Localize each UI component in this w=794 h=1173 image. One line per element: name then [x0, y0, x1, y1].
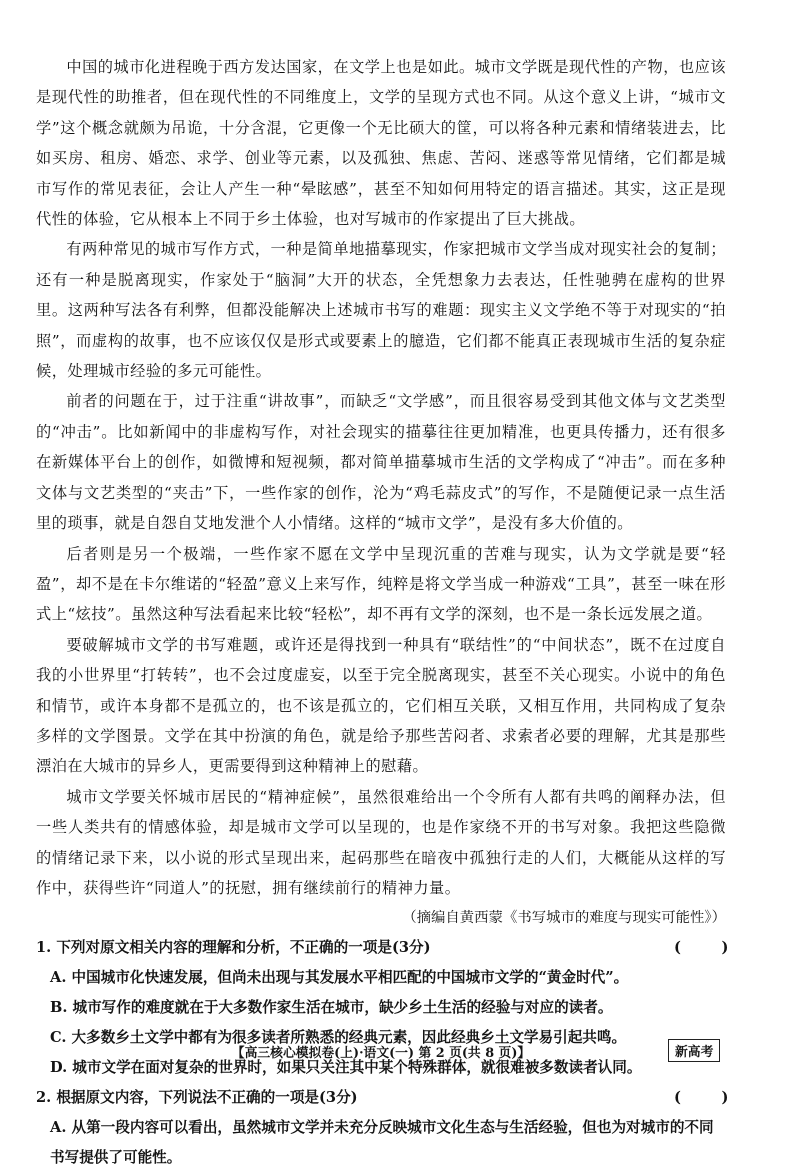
question-2: [36, 1083, 729, 1113]
option-c: C. 大多数乡土文学中都有为很多读者所熟悉的经典元素，因此经典乡土文学易引起共鸣。: [50, 1029, 627, 1047]
paragraph-4: 后者则是另一个极端，一些作家不愿在文学中呈现沉重的苦难与现实，认为文学就是要“轻盈”，却不是在卡尔维诺的“轻盈”意义上来写作，纯粹是将文学当成一种游戏“工具”，甚至一味在形式上“炫技”。虽然这种写法看起来比较“轻松”，却不再有文学的深刻，也不是一条长远发展之道。: [36, 544, 726, 624]
source-citation: （摘编自黄西蒙《书写城市的难度与现实可能性》）: [402, 910, 726, 927]
paragraph-2: 有两种常见的城市写作方式，一种是简单地描摹现实，作家把城市文学当成对现实社会的复制；还有一种是脱离现实，作家处于“脑洞”大开的状态，全凭想象力去表达，任性驰骋在虚构的世界里。这两种写法各有利弊，但都没能解决上述城市书写的难题：现实主义文学绝不等于对现实的“拍照”，而虚构的故事，也不应该仅仅是形式或要素上的臆造，它们都不能真正表现城市生活的复杂症候，处理城市经验的多元可能性。: [36, 240, 726, 381]
footer-text: 【高三核心模拟卷(上)·语文(一) 第 2 页(共 8 页)】: [231, 1046, 531, 1061]
answer-blank: ( ): [674, 939, 729, 957]
option-b: B. 城市写作的难度就在于大多数作家生活在城市，缺少乡土生活的经验与对应的读者。: [50, 999, 613, 1017]
answer-blank: ( ): [674, 1089, 729, 1107]
paragraph-3: 前者的问题在于，过于注重“讲故事”，而缺乏“文学感”，而且很容易受到其他文体与文艺类型的“冲击”。比如新闻中的非虚构写作，对社会现实的描摹往往更加精准，也更具传播力，还有很多在新媒体平台上的创作，如微博和短视频，都对简单描摹城市生活的文学构成了“冲击”。而在多种文体与文艺类型的“夹击”下，一些作家的创作，沦为“鸡毛蒜皮式”的写作，不是随便记录一点生活里的琐事，就是自怨自艾地发泄个人小情绪。这样的“城市文学”，是没有多大价值的。: [36, 392, 726, 533]
option-a: A. 从第一段内容可以看出，虽然城市文学并未充分反映城市文化生态与生活经验，但也为对城市的不同书写提供了可能性。: [50, 1119, 714, 1167]
exam-type-badge: 新高考: [668, 1039, 720, 1062]
option-d: D. 城市文学在面对复杂的世界时，如果只关注其中某个特殊群体，就很难被多数读者认同。: [50, 1059, 642, 1077]
paragraph-6: 城市文学要关怀城市居民的“精神症候”，虽然很难给出一个令所有人都有共鸣的阐释办法，但一些人类共有的情感体验，却是城市文学可以呈现的，也是作家绕不开的书写对象。我把这些隐微的情绪记录下来，以小说的形式呈现出来，起码那些在暗夜中孤独行走的人们，大概能从这样的写作中，获得些许“同道人”的抚慰，拥有继续前行的精神力量。: [36, 787, 726, 897]
page-footer: [36, 1042, 726, 1061]
document-page: [36, 52, 729, 1173]
question-1: [36, 933, 729, 963]
question-2-stem: 2. 根据原文内容，下列说法不正确的一项是(3分): [36, 1089, 358, 1107]
paragraph-5: 要破解城市文学的书写难题，或许还是得找到一种具有“联结性”的“中间状态”，既不在过度自我的小世界里“打转转”，也不会过度虚妄，以至于完全脱离现实，甚至不关心现实。小说中的角色和情节，或许本身都不是孤立的，也不该是孤立的，它们相互关联，又相互作用，共同构成了复杂多样的文学图景。文学在其中扮演的角色，就是给予那些苦闷者、求索者必要的理解，尤其是那些漂泊在大城市的异乡人，更需要得到这种精神上的慰藉。: [36, 635, 726, 776]
option-a: A. 中国城市化快速发展，但尚未出现与其发展水平相匹配的中国城市文学的“黄金时代”。: [50, 969, 629, 987]
paragraph-1: 中国的城市化进程晚于西方发达国家，在文学上也是如此。城市文学既是现代性的产物，也应该是现代性的助推者，但在现代性的不同维度上，文学的呈现方式也不同。从这个意义上讲，“城市文学”这个概念就颇为吊诡，十分含混，它更像一个无比硕大的筐，可以将各种元素和情绪装进去，比如买房、租房、婚恋、求学、创业等元素，以及孤独、焦虑、苦闷、迷惑等常见情绪，它们都是城市写作的常见表征，会让人产生一种“晕眩感”，甚至不知如何用特定的语言描述。其实，这正是现代性的体验，它从根本上不同于乡土体验，也对写城市的作家提出了巨大挑战。: [36, 58, 726, 229]
question-1-stem: 1. 下列对原文相关内容的理解和分析，不正确的一项是(3分): [36, 939, 431, 957]
